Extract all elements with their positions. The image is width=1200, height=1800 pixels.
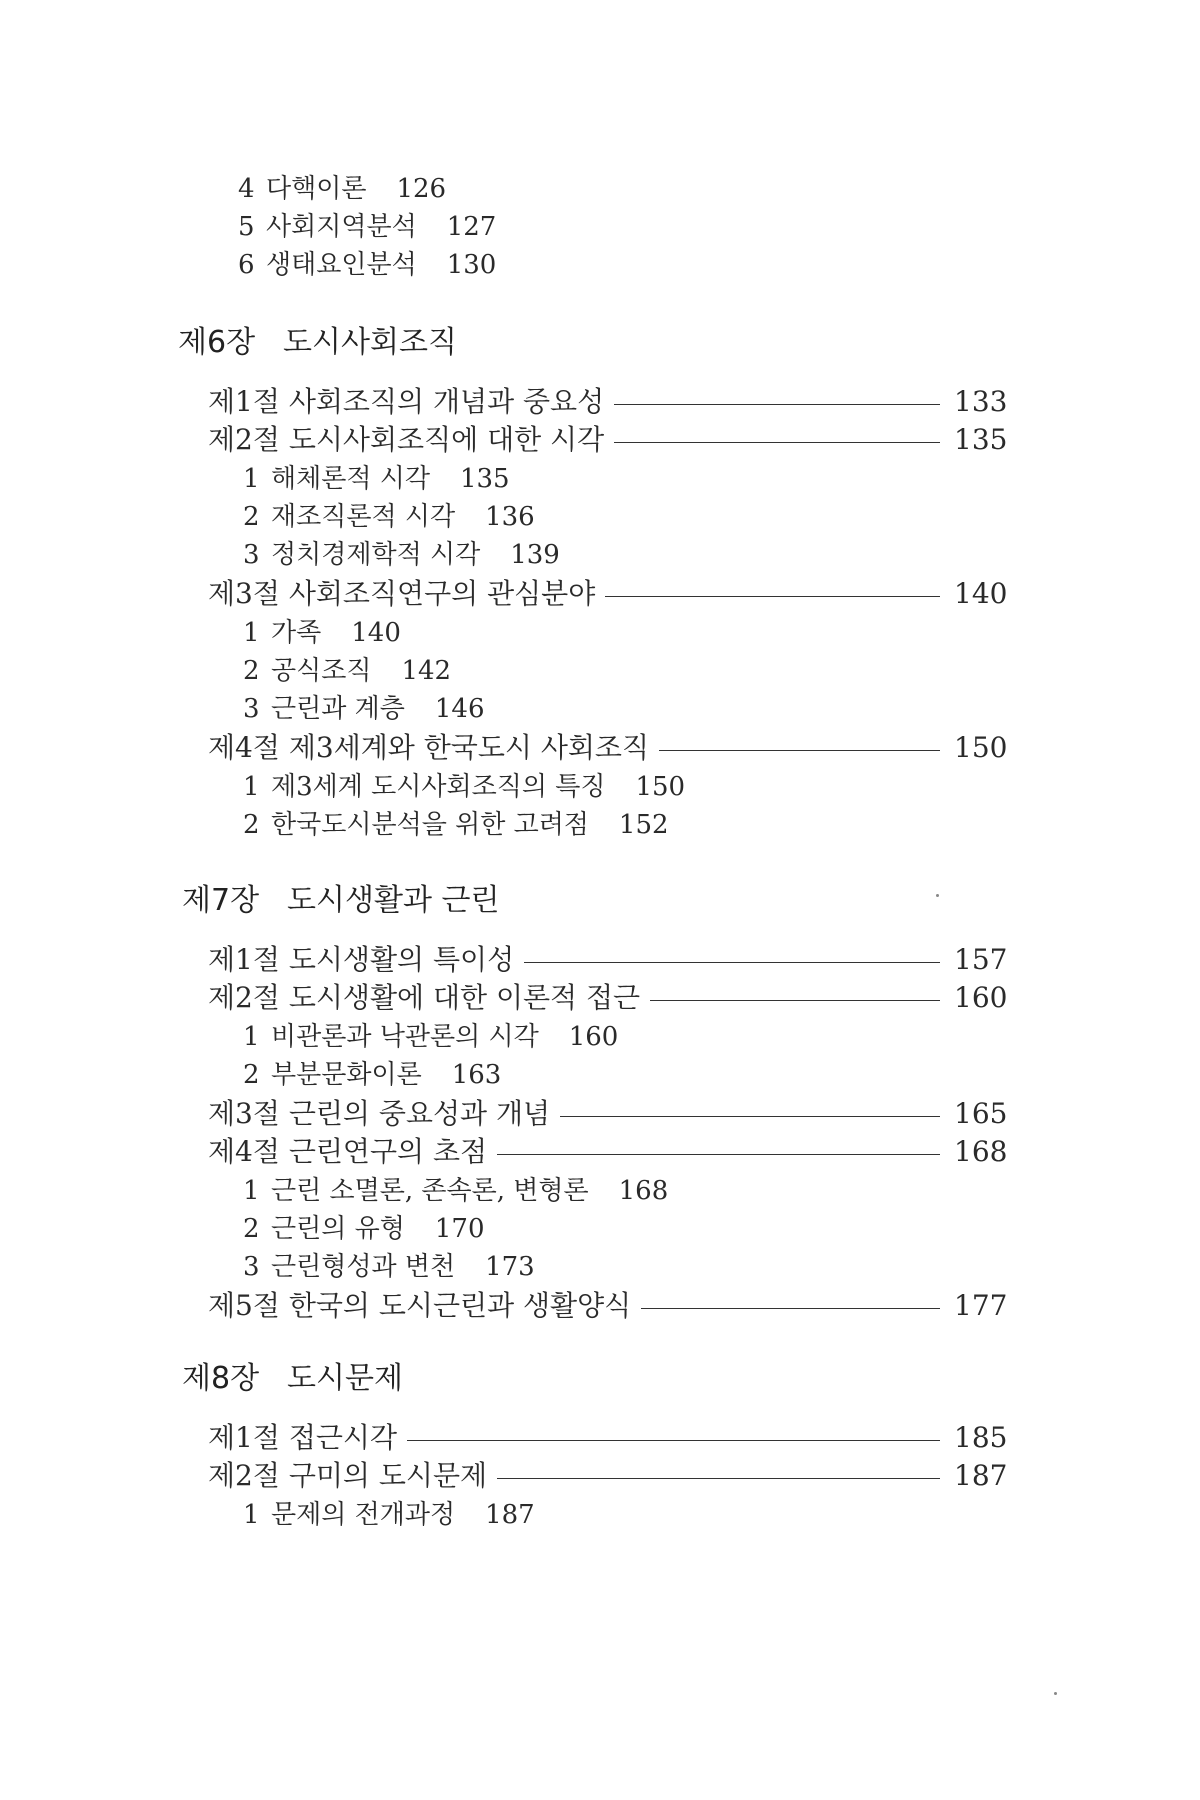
subsection-number: 2: [243, 656, 260, 686]
subsection-title: 근린과 계층: [271, 694, 405, 724]
section-page: 135: [954, 423, 1008, 456]
subsection-number: 1: [243, 1176, 260, 1206]
subsection-number: 2: [243, 1214, 260, 1244]
subsection-number: 6: [238, 250, 255, 280]
toc-section: [208, 1421, 1008, 1454]
section-page: 185: [954, 1421, 1008, 1454]
section-title: 한국의 도시근린과 생활양식: [288, 1289, 632, 1322]
subsection-page: 152: [618, 810, 669, 840]
subsection-page: 163: [451, 1060, 502, 1090]
section-title: 사회조직연구의 관심분야: [288, 577, 596, 610]
section-title: 제3세계와 한국도시 사회조직: [288, 731, 650, 764]
toc-subsection: [243, 1502, 535, 1528]
section-page: 133: [954, 385, 1008, 418]
subsection-number: 1: [243, 1022, 260, 1052]
section-title: 도시사회조직에 대한 시각: [288, 423, 605, 456]
dot-leader: [650, 1000, 940, 1001]
section-label: 제1절: [208, 1421, 280, 1454]
subsection-number: 3: [243, 1252, 260, 1282]
section-label: 제5절: [208, 1289, 280, 1322]
dot-leader: [497, 1478, 940, 1479]
subsection-title: 문제의 전개과정: [271, 1500, 456, 1530]
toc-subsection: [243, 1062, 501, 1088]
toc-section: [208, 1135, 1008, 1168]
section-title: 도시생활에 대한 이론적 접근: [288, 981, 641, 1014]
subsection-page: 140: [351, 618, 401, 648]
subsection-title: 생태요인분석: [266, 250, 417, 280]
toc-subsection: [243, 1254, 535, 1280]
section-page: 168: [954, 1135, 1008, 1168]
toc-subsection: [243, 774, 685, 800]
subsection-number: 2: [243, 810, 260, 840]
section-page: 160: [954, 981, 1008, 1014]
toc-subsection: [243, 696, 485, 722]
section-page: 187: [954, 1459, 1008, 1492]
toc-subsection: [243, 812, 669, 838]
chapter-title: 도시문제: [287, 1361, 403, 1396]
toc-subsection: [243, 504, 535, 530]
subsection-page: 130: [446, 250, 497, 280]
section-page: 140: [954, 577, 1008, 610]
subsection-page: 150: [635, 772, 686, 802]
subsection-page: 173: [485, 1252, 535, 1282]
subsection-page: 168: [618, 1176, 669, 1206]
subsection-page: 135: [459, 464, 510, 494]
dot-leader: [497, 1154, 940, 1155]
toc-subsection: [243, 1178, 668, 1204]
subsection-page: 139: [510, 540, 560, 570]
section-title: 사회조직의 개념과 중요성: [288, 385, 605, 418]
chapter-heading: [182, 1361, 403, 1396]
subsection-number: 1: [243, 772, 260, 802]
toc-subsection: [238, 214, 496, 240]
section-title: 근린의 중요성과 개념: [288, 1097, 551, 1130]
chapter-label: 제7장: [182, 883, 260, 918]
chapter-label: 제6장: [178, 325, 256, 360]
toc-section: [208, 943, 1008, 976]
section-page: 165: [954, 1097, 1008, 1130]
subsection-number: 3: [243, 694, 260, 724]
toc-subsection: [243, 620, 401, 646]
subsection-number: 5: [238, 212, 255, 242]
chapter-label: 제8장: [182, 1361, 260, 1396]
chapter-heading: [178, 325, 457, 360]
section-title: 근린연구의 초점: [288, 1135, 488, 1168]
dot-leader: [524, 962, 940, 963]
toc-subsection: [238, 252, 496, 278]
subsection-title: 부분문화이론: [271, 1060, 422, 1090]
section-page: 177: [954, 1289, 1008, 1322]
toc-section: [208, 1459, 1008, 1492]
subsection-page: 146: [434, 694, 485, 724]
chapter-heading: [182, 883, 500, 918]
subsection-title: 해체론적 시각: [271, 464, 430, 494]
subsection-title: 제3세계 도시사회조직의 특징: [271, 772, 606, 802]
subsection-title: 가족: [271, 618, 322, 648]
toc-section: [208, 577, 1008, 610]
subsection-title: 한국도시분석을 위한 고려점: [271, 810, 589, 840]
toc-subsection: [243, 1024, 618, 1050]
subsection-title: 정치경제학적 시각: [271, 540, 481, 570]
section-label: 제3절: [208, 577, 280, 610]
toc-subsection: [243, 1216, 485, 1242]
subsection-title: 다핵이론: [266, 174, 367, 204]
toc-section: [208, 731, 1008, 764]
toc-subsection: [243, 466, 510, 492]
toc-subsection: [243, 658, 451, 684]
chapter-title: 도시생활과 근린: [287, 883, 500, 918]
section-label: 제4절: [208, 731, 280, 764]
section-title: 접근시각: [288, 1421, 398, 1454]
dot-leader: [641, 1308, 940, 1309]
section-label: 제1절: [208, 943, 280, 976]
section-label: 제1절: [208, 385, 280, 418]
subsection-number: 1: [243, 618, 260, 648]
subsection-page: 127: [446, 212, 497, 242]
section-page: 150: [954, 731, 1008, 764]
chapter-title: 도시사회조직: [283, 325, 457, 360]
subsection-number: 3: [243, 540, 260, 570]
toc-section: [208, 385, 1008, 418]
subsection-title: 사회지역분석: [266, 212, 417, 242]
dot-leader: [614, 442, 940, 443]
subsection-title: 재조직론적 시각: [271, 502, 456, 532]
dot-leader: [605, 596, 940, 597]
dot-leader: [407, 1440, 940, 1441]
subsection-number: 2: [243, 502, 260, 532]
section-page: 157: [954, 943, 1008, 976]
scan-speck: [936, 894, 939, 897]
toc-subsection: [238, 176, 446, 202]
section-title: 도시생활의 특이성: [288, 943, 515, 976]
scan-speck: [1054, 1692, 1057, 1695]
subsection-page: 187: [485, 1500, 535, 1530]
subsection-number: 1: [243, 464, 260, 494]
toc-section: [208, 1097, 1008, 1130]
subsection-title: 근린형성과 변천: [271, 1252, 456, 1282]
section-label: 제2절: [208, 1459, 280, 1492]
subsection-title: 공식조직: [271, 656, 372, 686]
subsection-number: 2: [243, 1060, 260, 1090]
section-label: 제2절: [208, 423, 280, 456]
dot-leader: [560, 1116, 940, 1117]
section-label: 제2절: [208, 981, 280, 1014]
section-label: 제4절: [208, 1135, 280, 1168]
subsection-title: 비관론과 낙관론의 시각: [271, 1022, 539, 1052]
subsection-title: 근린의 유형: [271, 1214, 405, 1244]
subsection-page: 160: [568, 1022, 619, 1052]
subsection-number: 1: [243, 1500, 260, 1530]
toc-subsection: [243, 542, 560, 568]
subsection-title: 근린 소멸론, 존속론, 변형론: [271, 1176, 589, 1206]
subsection-page: 136: [485, 502, 535, 532]
section-label: 제3절: [208, 1097, 280, 1130]
subsection-page: 170: [434, 1214, 485, 1244]
dot-leader: [614, 404, 940, 405]
section-title: 구미의 도시문제: [288, 1459, 488, 1492]
toc-section: [208, 1289, 1008, 1322]
subsection-number: 4: [238, 174, 255, 204]
toc-section: [208, 423, 1008, 456]
dot-leader: [659, 750, 940, 751]
subsection-page: 126: [396, 174, 447, 204]
toc-section: [208, 981, 1008, 1014]
subsection-page: 142: [401, 656, 452, 686]
